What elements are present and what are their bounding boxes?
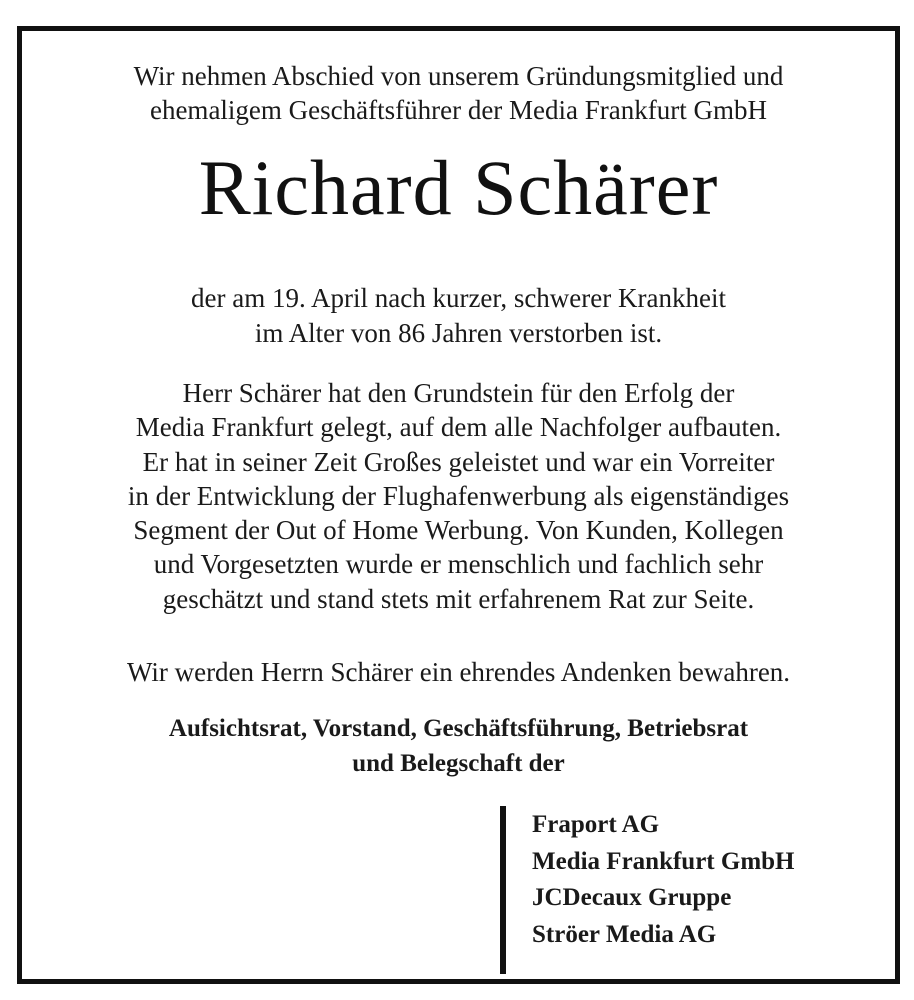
- companies-list: [532, 807, 795, 953]
- company-name: Fraport AG: [532, 811, 660, 838]
- death-notice: [22, 281, 895, 351]
- obituary-frame: [17, 26, 900, 984]
- tribute-line: geschätzt und stand stets mit erfahrenem Rat zur Seite.: [162, 583, 755, 614]
- signers-line: und Belegschaft der: [352, 750, 565, 777]
- tribute-line: Er hat in seiner Zeit Großes geleistet und war ein Vorreiter: [142, 446, 775, 477]
- memory-statement: Wir werden Herrn Schärer ein ehrendes Andenken bewahren.: [126, 657, 791, 687]
- death-notice-line: der am 19. April nach kurzer, schwerer Krankheit: [191, 283, 726, 313]
- intro-text: [22, 59, 895, 127]
- company-name: JCDecaux Gruppe: [532, 884, 732, 911]
- intro-line: ehemaligem Geschäftsführer der Media Frankfurt GmbH: [149, 95, 768, 125]
- tribute-line: Media Frankfurt gelegt, auf dem alle Nachfolger aufbauten.: [135, 412, 782, 443]
- signers-text: [22, 711, 895, 781]
- tribute-line: Herr Schärer hat den Grundstein für den Erfolg der: [182, 378, 735, 408]
- tribute-paragraph: [22, 376, 895, 616]
- tribute-line: Segment der Out of Home Werbung. Von Kunden, Kollegen: [133, 515, 784, 546]
- signers-line: Aufsichtsrat, Vorstand, Geschäftsführung, Betriebsrat: [168, 715, 749, 742]
- death-notice-line: im Alter von 86 Jahren verstorben ist.: [254, 318, 663, 348]
- company-name: Media Frankfurt GmbH: [532, 847, 795, 875]
- tribute-line: in der Entwicklung der Flughafenwerbung als eigenständiges: [127, 480, 790, 511]
- intro-line: Wir nehmen Abschied von unserem Gründungsmitglied und: [133, 61, 784, 91]
- companies-divider-bar: [500, 806, 506, 974]
- company-name: Ströer Media AG: [532, 920, 717, 948]
- deceased-name: Richard Schärer: [198, 144, 719, 231]
- tribute-line: und Vorgesetzten wurde er menschlich und fachlich sehr: [153, 549, 764, 580]
